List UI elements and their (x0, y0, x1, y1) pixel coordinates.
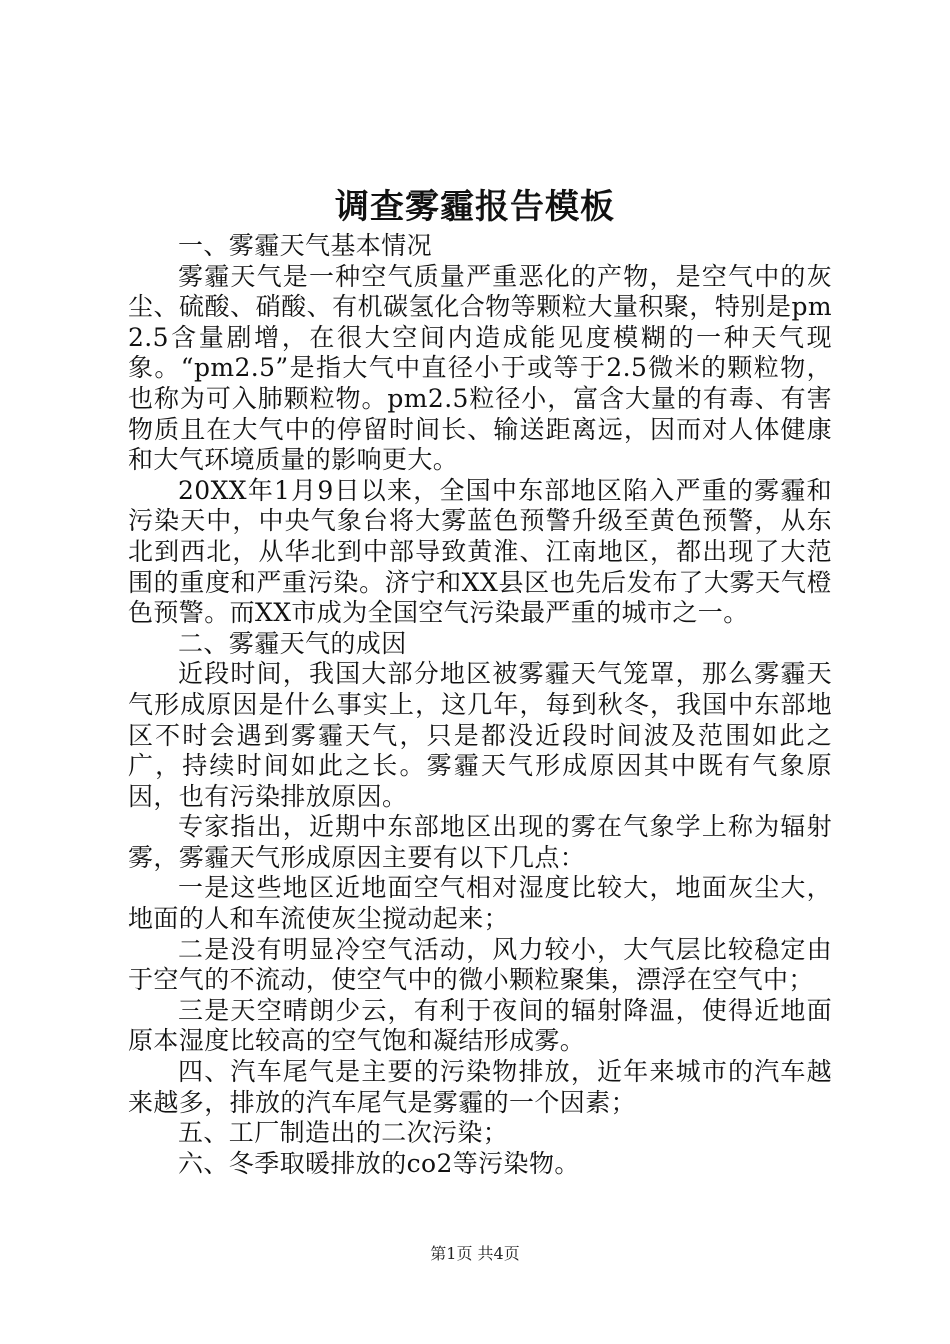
paragraph: 20XX年1月9日以来，全国中东部地区陷入严重的雾霾和污染天中，中央气象台将大雾蓝色预警升级至黄色预警，从东北到西北，从华北到中部导致黄淮、江南地区，都出现了大范围的重度和严重污染。济宁和XX县区也先后发布了大雾天气橙色预警。而XX市成为全国空气污染最严重的城市之一。 (128, 475, 832, 628)
section-heading-2: 二、雾霾天气的成因 (178, 628, 407, 658)
list-item: 四、汽车尾气是主要的污染物排放，近年来城市的汽车越来越多，排放的汽车尾气是雾霾的一个因素； (128, 1057, 832, 1117)
paragraph: 近段时间，我国大部分地区被雾霾天气笼罩，那么雾霾天气形成原因是什么事实上，这几年，每到秋冬，我国中东部地区不时会遇到雾霾天气，只是都没近段时间波及范围如此之广，持续时间如此之长。雾霾天气形成原因其中既有气象原因，也有污染排放原因。 (128, 659, 832, 811)
section-heading-1: 一、雾霾天气基本情况 (178, 231, 433, 260)
list-item: 六、冬季取暖排放的co2等污染物。 (178, 1148, 580, 1178)
list-item: 二是没有明显冷空气活动，风力较小，大气层比较稳定由于空气的不流动，使空气中的微小颗粒聚集，漂浮在空气中； (128, 934, 832, 995)
document-title: 调查雾霾报告模板 (335, 187, 615, 227)
list-item: 一是这些地区近地面空气相对湿度比较大，地面灰尘大，地面的人和车流使灰尘搅动起来； (128, 873, 832, 934)
list-item: 五、工厂制造出的二次污染； (178, 1118, 509, 1148)
paragraph: 雾霾天气是一种空气质量严重恶化的产物，是空气中的灰尘、硫酸、硝酸、有机碳氢化合物等颗粒大量积聚，特别是pm2.5含量剧增，在很大空间内造成能见度模糊的一种天气现象。“pm2.5”是指大气中直径小于或等于2.5微米的颗粒物，也称为可入肺颗粒物。pm2.5粒径小，富含大量的有毒、有害物质且在大气中的停留时间长、输送距离远，因而对人体健康和大气环境质量的影响更大。 (128, 261, 832, 475)
page-number-footer: 第1页 共4页 (430, 1244, 520, 1263)
document-body (128, 231, 832, 1179)
list-item: 三是天空晴朗少云，有利于夜间的辐射降温，使得近地面原本湿度比较高的空气饱和凝结形成雾。 (128, 995, 832, 1056)
paragraph: 专家指出，近期中东部地区出现的雾在气象学上称为辐射雾，雾霾天气形成原因主要有以下几点： (128, 812, 832, 872)
